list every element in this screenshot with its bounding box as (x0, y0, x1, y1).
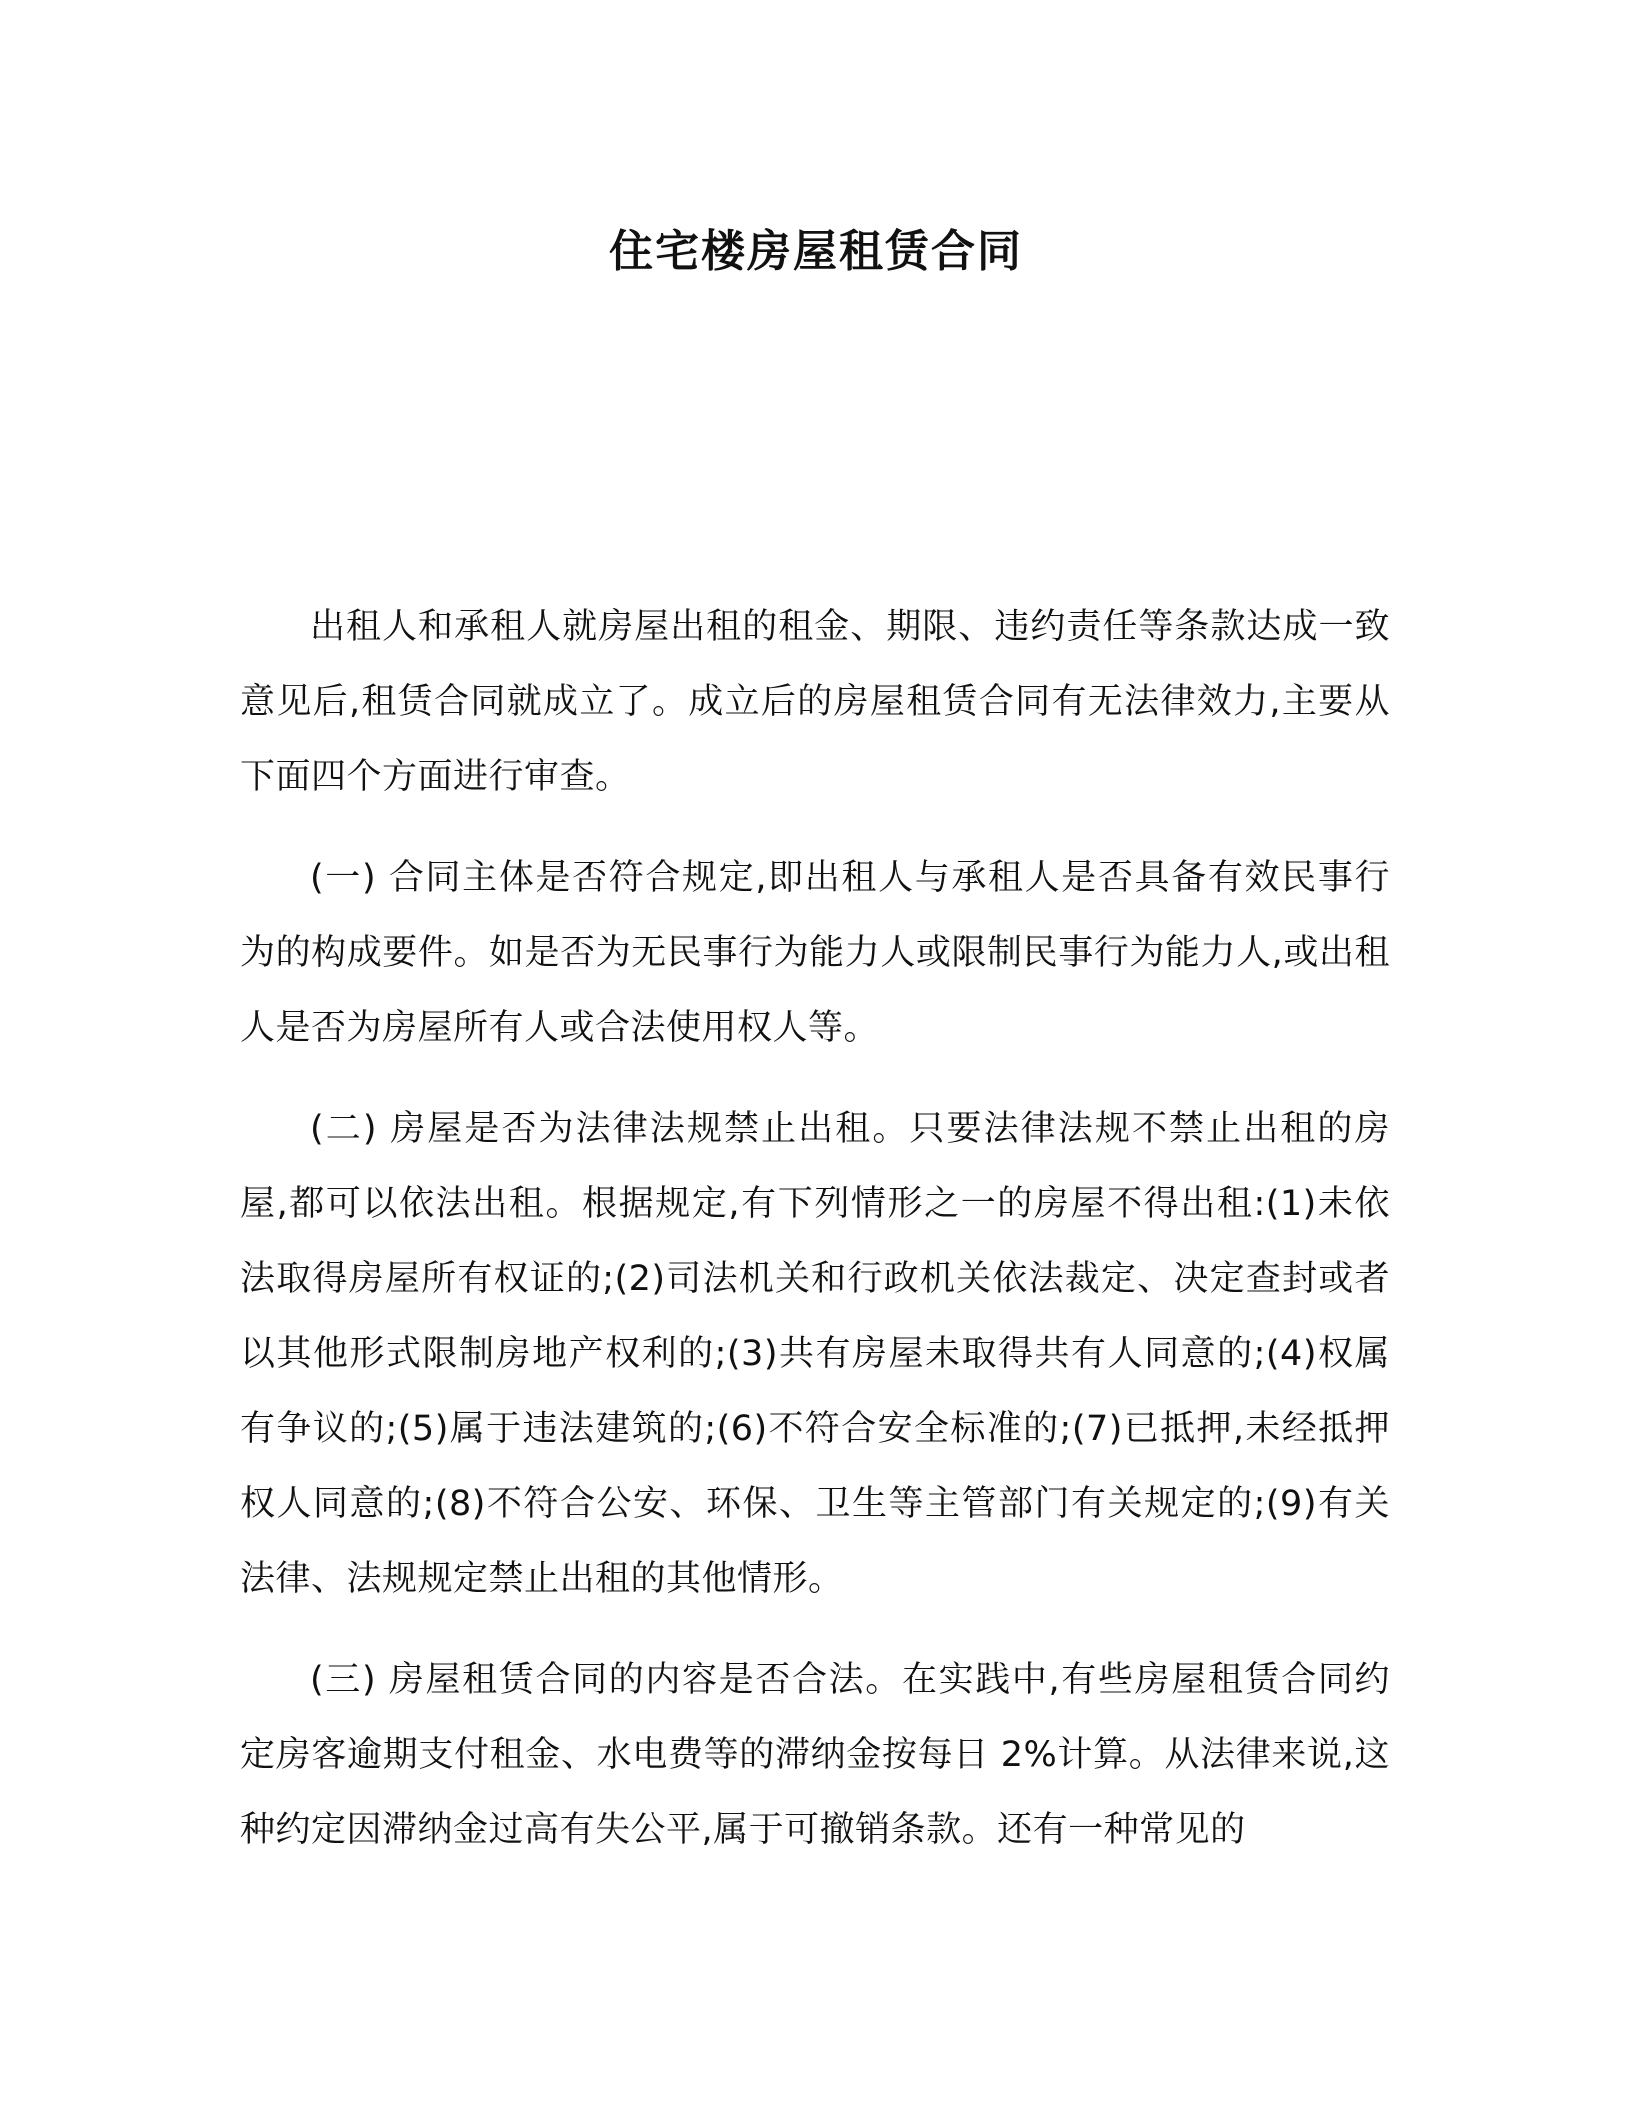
document-title: 住宅楼房屋租赁合同 (609, 226, 1023, 277)
paragraph-section-3: (三) 房屋租赁合同的内容是否合法。在实践中,有些房屋租赁合同约定房客逾期支付租金、水电费等的滞纳金按每日 2%计算。从法律来说,这种约定因滞纳金过高有失公平,属于可撤销条款。还有一种常见的 (240, 1660, 1390, 1850)
paragraph-section-1: (一) 合同主体是否符合规定,即出租人与承租人是否具备有效民事行为的构成要件。如是否为无民事行为能力人或限制民事行为能力人,或出租人是否为房屋所有人或合法使用权人等。 (240, 858, 1390, 1048)
paragraph-section-2: (二) 房屋是否为法律法规禁止出租。只要法律法规不禁止出租的房屋,都可以依法出租。根据规定,有下列情形之一的房屋不得出租:(1)未依法取得房屋所有权证的;(2)司法机关和行政机关依法裁定、决定查封或者以其他形式限制房地产权利的;(3)共有房屋未取得共有人同意的;(4)权属有争议的;(5)属于违法建筑的;(6)不符合安全标准的;(7)已抵押,未经抵押权人同意的;(8)不符合公安、环保、卫生等主管部门有关规定的;(9)有关法律、法规规定禁止出租的其他情形。 (240, 1109, 1390, 1599)
document-body (240, 590, 1390, 1894)
paragraph-intro: 出租人和承租人就房屋出租的租金、期限、违约责任等条款达成一致意见后,租赁合同就成立了。成立后的房屋租赁合同有无法律效力,主要从下面四个方面进行审查。 (240, 607, 1390, 797)
